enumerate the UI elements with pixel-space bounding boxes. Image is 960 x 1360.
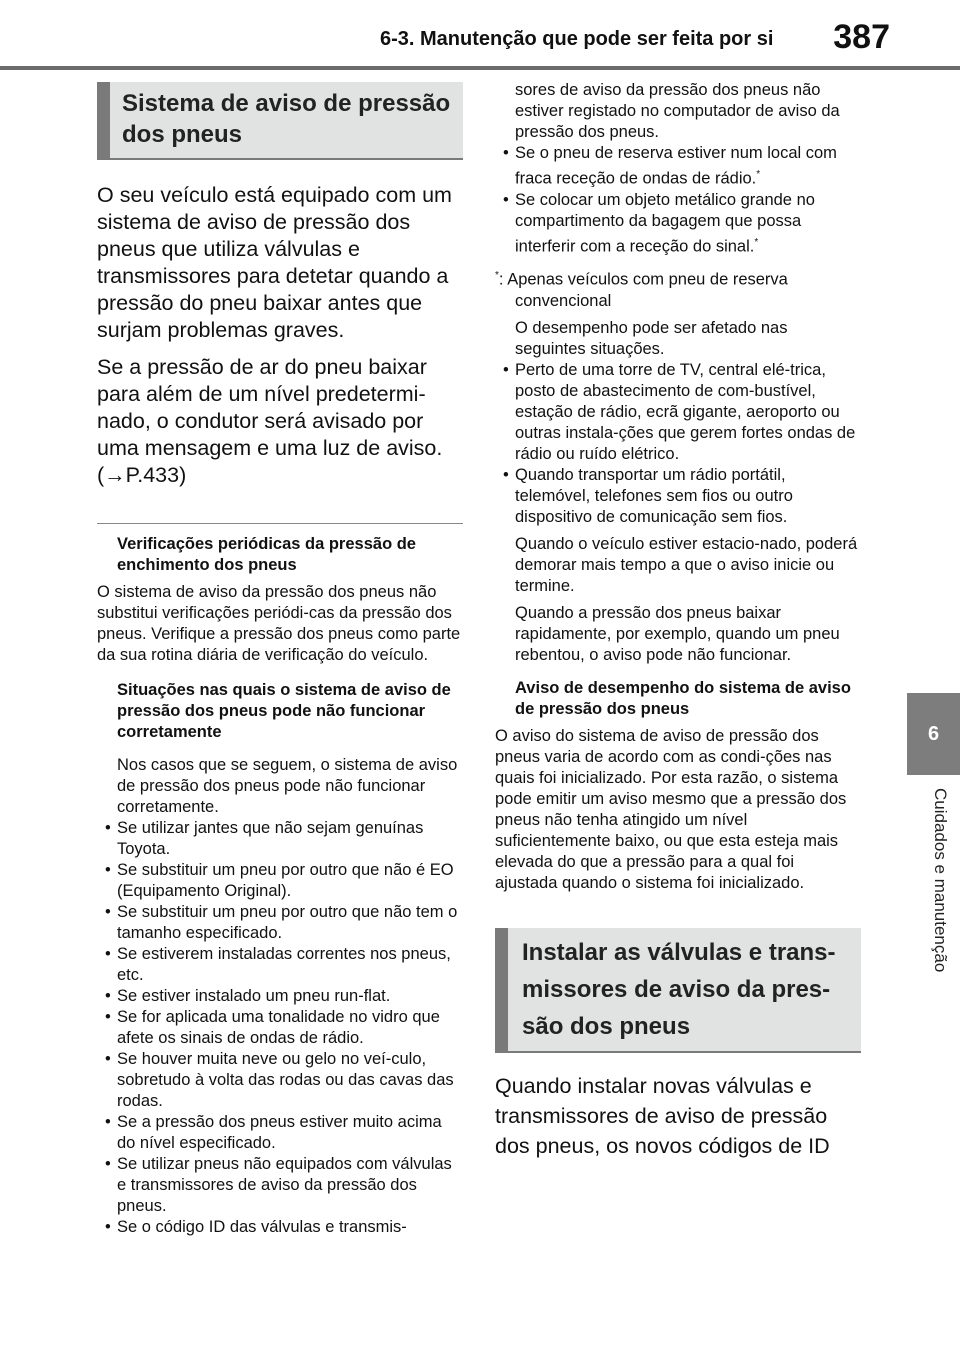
list-item: • Se substituir um pneu por outro que não é EO (Equipamento Original). — [97, 860, 463, 902]
list-item: • Se utilizar jantes que não sejam genuínas Toyota. — [97, 818, 463, 860]
footnote-text: Apenas veículos com pneu de reserva convencional — [507, 270, 788, 310]
warning-paragraph: Se a pressão de ar do pneu baixar para além de um nível predetermi-nado, o condutor será avisado por uma mensagem e uma luz de aviso. (→P.433) — [97, 355, 443, 487]
section-title-install: Instalar as válvulas e trans-missores de aviso da pres-são dos pneus — [495, 928, 861, 1053]
subheading-situations: Situações nas quais o sistema de aviso de pressão dos pneus pode não funcionar corretamente — [117, 681, 451, 741]
chapter-tab: 6 — [907, 693, 960, 775]
header-rule — [0, 66, 960, 70]
list-item: • Se houver muita neve ou gelo no veí-culo, sobretudo à volta das rodas ou das cavas das rodas. — [97, 1049, 463, 1112]
list-item: • Se o código ID das válvulas e transmis- — [97, 1217, 463, 1238]
section-title: Sistema de aviso de pressão dos pneus — [97, 82, 463, 160]
intro-paragraph: O seu veículo está equipado com um sistema de aviso de pressão dos pneus que utiliza válvulas e transmissores para detetar quando a pressão do pneu baixar antes que surjam problemas graves. — [97, 183, 452, 342]
list-item: • Quando transportar um rádio portátil, telemóvel, telefones sem fios ou outro dispositivo de comunicação sem fios. — [495, 465, 861, 528]
divider — [97, 523, 463, 524]
list-item: • Se a pressão dos pneus estiver muito acima do nível especificado. — [97, 1112, 463, 1154]
left-column — [97, 82, 463, 1238]
running-header: 6-3. Manutenção que pode ser feita por si — [380, 28, 774, 50]
list-item: • Se substituir um pneu por outro que não tem o tamanho especificado. — [97, 902, 463, 944]
footnote-mark: * — [754, 236, 759, 248]
list-item-text: Se colocar um objeto metálico grande no compartimento da bagagem que possa interferir com a receção do sinal. — [515, 190, 815, 255]
list-item: • Se utilizar pneus não equipados com válvulas e transmissores de aviso da pressão dos pneus. — [97, 1154, 463, 1217]
subheading-performance: Aviso de desempenho do sistema de aviso de pressão dos pneus — [515, 678, 851, 718]
interference-list — [495, 360, 861, 528]
subheading-periodic: Verificações periódicas da pressão de enchimento dos pneus — [117, 535, 416, 574]
rapid-drop-text: Quando a pressão dos pneus baixar rapidamente, por exemplo, quando um pneu rebentou, o aviso pode não funcionar. — [515, 603, 840, 664]
periodic-text: O sistema de aviso da pressão dos pneus não substitui verificações periódi-cas da pressão dos pneus. Verifique a pressão dos pneus como parte da sua rotina diária de verificação do veículo. — [97, 583, 461, 664]
continued-text: sores de aviso da pressão dos pneus não estiver registado no computador de aviso da pressão dos pneus. — [515, 81, 840, 141]
parked-text: Quando o veículo estiver estacio-nado, poderá demorar mais tempo a que o aviso inicie ou termine. — [515, 534, 858, 595]
footnote-mark: * — [756, 169, 761, 180]
list-item — [495, 190, 861, 258]
install-paragraph: Quando instalar novas válvulas e transmissores de aviso de pressão dos pneus, os novos códigos de ID — [495, 1073, 830, 1158]
list-item: • Se estiver instalado um pneu run-flat. — [97, 986, 463, 1007]
list-item: • Se for aplicada uma tonalidade no vidro que afete os sinais de ondas de rádio. — [97, 1007, 463, 1049]
right-column — [495, 82, 861, 1161]
list-item — [495, 143, 861, 190]
situations-text: Nos casos que se seguem, o sistema de aviso de pressão dos pneus pode não funcionar corretamente. — [117, 756, 458, 816]
list-item-text: Se o pneu de reserva estiver num local com fraca receção de ondas de rádio. — [515, 144, 837, 188]
list-item: • Perto de uma torre de TV, central elé-trica, posto de abastecimento de com-bustível, estação de rádio, ecrã gigante, aeroporto ou outras instala-ções que gerem fortes ondas de rádio ou ruído elétrico. — [495, 360, 861, 465]
footnote — [495, 265, 861, 312]
page-number: 387 — [833, 18, 890, 56]
chapter-label: Cuidados e manutenção — [931, 788, 950, 973]
performance-text: O desempenho pode ser afetado nas seguintes situações. — [515, 318, 788, 358]
reception-list — [495, 143, 861, 257]
footnote-colon: : — [498, 270, 504, 289]
performance-warning-text: O aviso do sistema de aviso de pressão dos pneus varia de acordo com as condi-ções nas quais foi inicializado. Por esta razão, o sistema pode emitir um aviso mesmo que a pressão dos pneus não tenha atingido um nível suficientemente baixo, ou que esta esteja mais elevada do que a pressão para a qual foi ajustada quando o sistema foi inicializado. — [495, 726, 847, 892]
footnote-mark: * — [495, 270, 499, 281]
list-item: • Se estiverem instaladas correntes nos pneus, etc. — [97, 944, 463, 986]
situations-list — [97, 818, 463, 1238]
